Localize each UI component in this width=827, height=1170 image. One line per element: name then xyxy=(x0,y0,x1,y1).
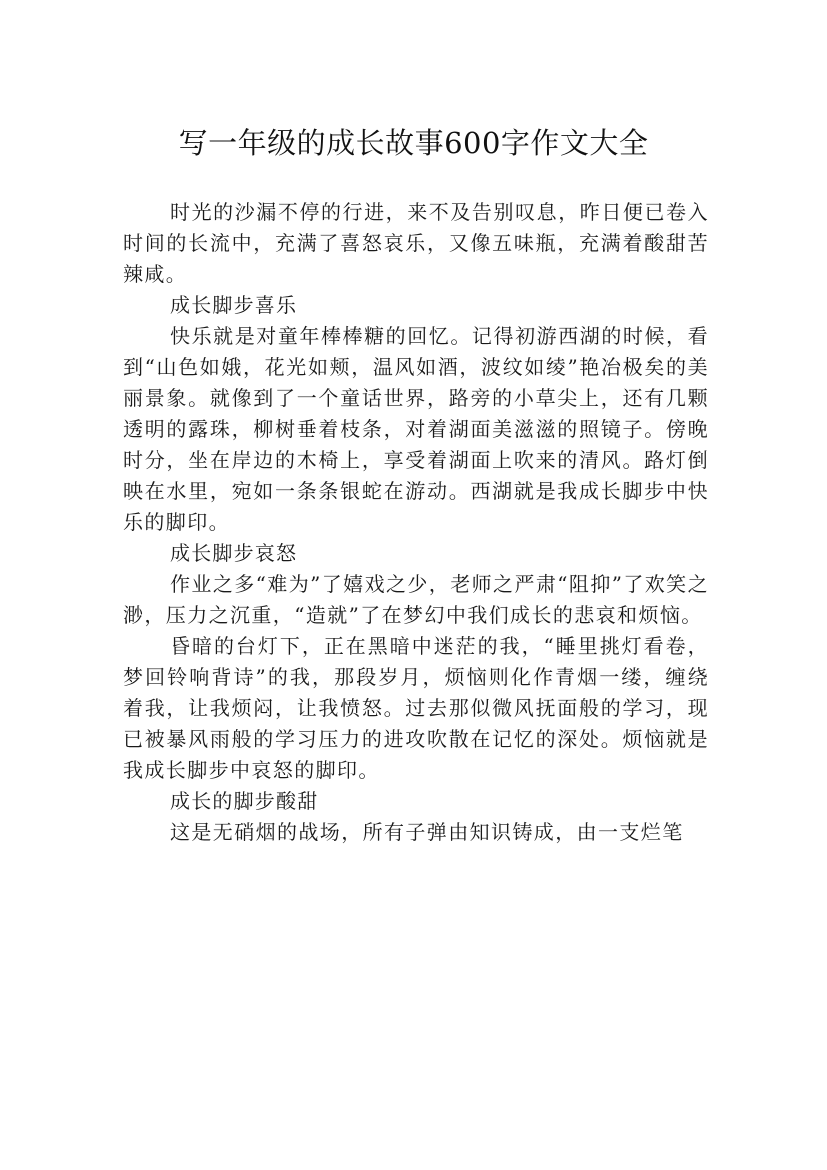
section-heading-sorrow: 成长脚步哀怒 xyxy=(170,541,298,565)
sorrow-paragraph-1: 作业之多“难为”了嬉戏之少，老师之严肃“阻抑”了欢笑之渺，压力之沉重，“造就”了在梦幻中我们成长的悲哀和烦恼。 xyxy=(123,572,709,627)
document-body xyxy=(123,197,709,848)
sweet-sour-paragraph: 这是无硝烟的战场，所有子弹由知识铸成，由一支烂笔 xyxy=(170,820,684,844)
section-heading-joy: 成长脚步喜乐 xyxy=(170,293,298,317)
document-title: 写一年级的成长故事600字作文大全 xyxy=(178,126,649,161)
intro-paragraph: 时光的沙漏不停的行进，来不及告别叹息，昨日便已卷入时间的长流中，充满了喜怒哀乐，又像五味瓶，充满着酸甜苦辣咸。 xyxy=(123,200,709,286)
sorrow-paragraph-2: 昏暗的台灯下，正在黑暗中迷茫的我，“睡里挑灯看卷，梦回铃响背诗”的我，那段岁月，烦恼则化作青烟一缕，缠绕着我，让我烦闷，让我愤怒。过去那似微风抚面般的学习，现已被暴风雨般的学习压力的进攻吹散在记忆的深处。烦恼就是我成长脚步中哀怒的脚印。 xyxy=(123,634,709,782)
section-heading-sweet-sour: 成长的脚步酸甜 xyxy=(170,789,319,813)
joy-paragraph: 快乐就是对童年棒棒糖的回忆。记得初游西湖的时候，看到“山色如娥，花光如颊，温风如酒，波纹如绫”艳冶极矣的美丽景象。就像到了一个童话世界，路旁的小草尖上，还有几颗透明的露珠，柳树垂着枝条，对着湖面美滋滋的照镜子。傍晚时分，坐在岸边的木椅上，享受着湖面上吹来的清风。路灯倒映在水里，宛如一条条银蛇在游动。西湖就是我成长脚步中快乐的脚印。 xyxy=(123,324,709,534)
